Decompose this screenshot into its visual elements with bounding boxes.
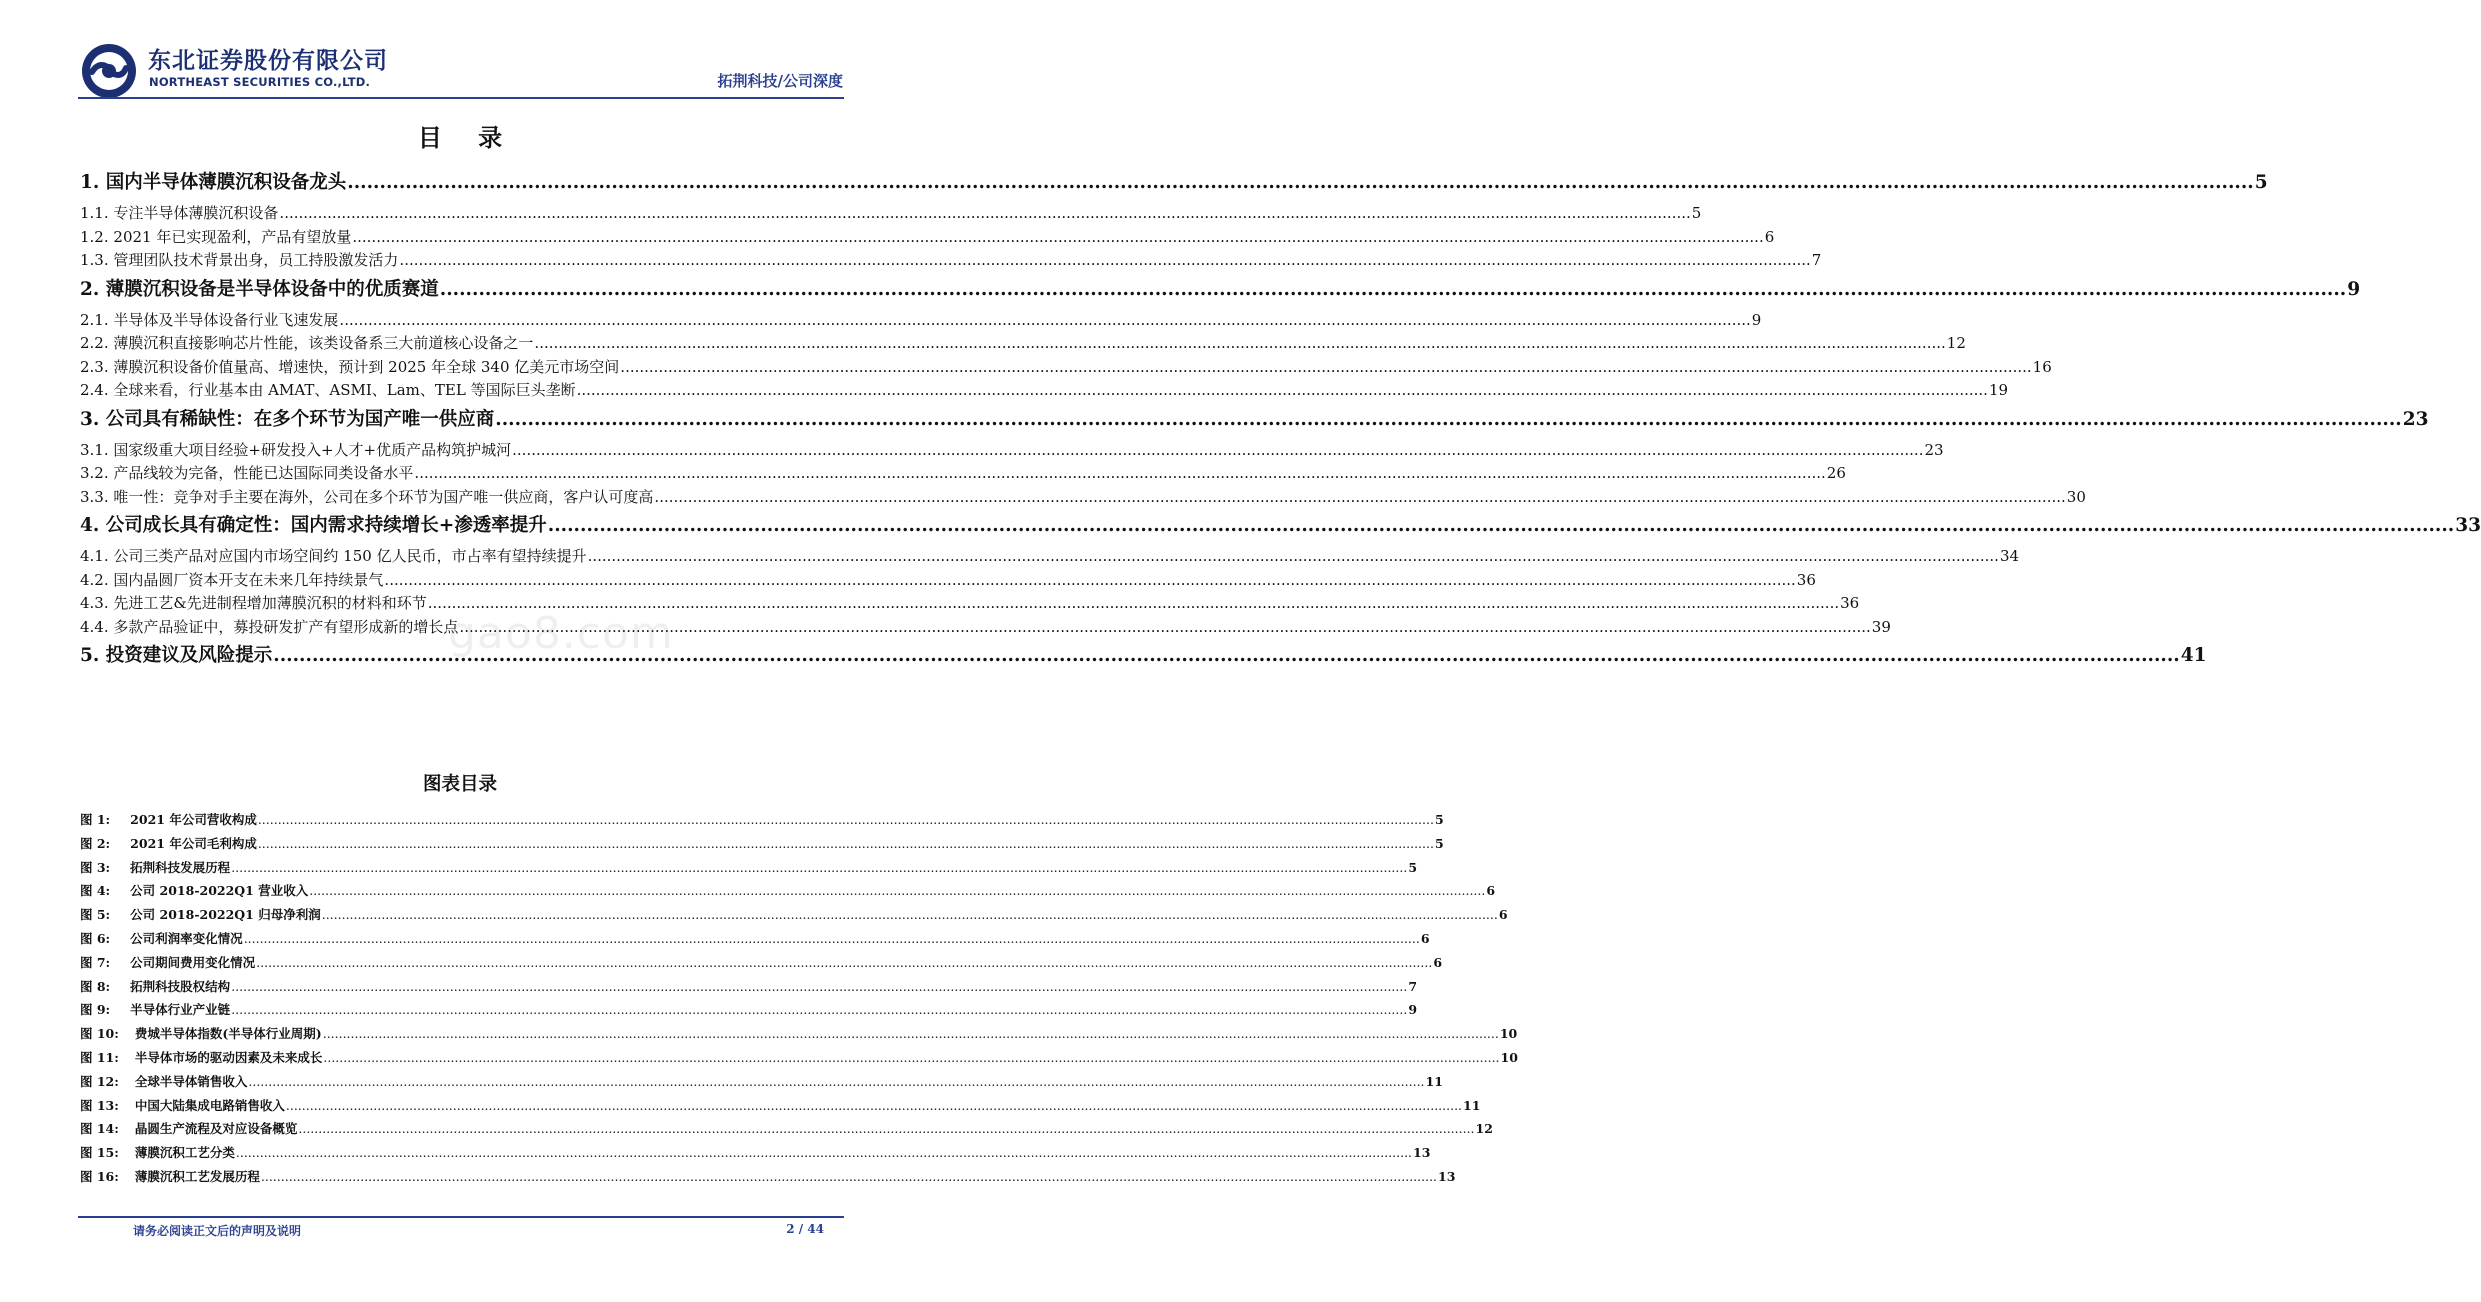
- footer-disclaimer: 请务必阅读正文后的声明及说明: [133, 1224, 302, 1238]
- toc-entry-text: [80, 616, 458, 637]
- figure-page: 11: [1425, 1073, 1443, 1089]
- footer-divider: [78, 1216, 844, 1218]
- toc-entry-number: 1.2.: [80, 227, 109, 246]
- figure-entry[interactable]: [80, 953, 1443, 977]
- toc-entry-page: 33: [2455, 515, 2481, 536]
- toc-entry-page: 16: [2032, 357, 2052, 376]
- toc-entry-page: 26: [1826, 464, 1846, 482]
- figure-label: 半导体市场的驱动因素及未来成长: [134, 1049, 323, 1065]
- toc-entry-label: 半导体及半导体设备行业飞速发展: [113, 310, 339, 329]
- toc-entry-page: 23: [2402, 408, 2429, 430]
- toc-entry-label: 唯一性：竞争对手主要在海外，公司在多个环节为国产唯一供应商，客户认可度高: [113, 487, 654, 506]
- toc-entry-text: [80, 486, 653, 507]
- toc-entry-label: 管理团队技术背景出身，员工持股激发活力: [113, 251, 399, 269]
- figure-number: 图 11:: [80, 1049, 119, 1065]
- dot-leader: [261, 1169, 1437, 1184]
- toc-entry-label: 国内晶圆厂资本开支在未来几年持续景气: [113, 570, 384, 589]
- dot-leader: [339, 311, 1750, 329]
- dot-leader: [347, 172, 2253, 193]
- toc-entry-text: [80, 226, 351, 247]
- toc-entry-number: 4.4.: [80, 617, 109, 636]
- toc-title: 目 录: [417, 123, 517, 152]
- toc-entry-number: 3.3.: [80, 487, 109, 506]
- figure-number: 图 13:: [80, 1097, 119, 1113]
- toc-entry-label: 公司三类产品对应国内市场空间约 150 亿人民币，市占率有望持续提升: [113, 547, 587, 565]
- figure-entry[interactable]: [80, 881, 1496, 905]
- toc-entry-label: 全球来看，行业基本由 AMAT、ASMI、Lam、TEL 等国际巨头垄断: [113, 381, 576, 399]
- toc-subsection-entry[interactable]: [80, 309, 1762, 333]
- figure-number: 图 10:: [80, 1026, 119, 1042]
- dot-leader: [236, 1145, 1412, 1160]
- figure-label: 2021 年公司营收构成: [130, 812, 257, 827]
- toc-entry-number: 1.3.: [80, 251, 109, 269]
- toc-entry-number: 2.1.: [80, 310, 109, 329]
- figure-label: 费城半导体指数(半导体行业周期): [134, 1026, 322, 1042]
- toc-entry-text: [80, 641, 272, 667]
- toc-entry-number: 3.2.: [80, 464, 109, 482]
- dot-leader: [323, 1026, 1499, 1041]
- figure-label: 薄膜沉积工艺分类: [134, 1145, 235, 1161]
- figure-number: 图 7:: [80, 954, 111, 970]
- toc-entry-text: [80, 309, 338, 330]
- toc-entry-label: 先进工艺&先进制程增加薄膜沉积的材料和环节: [113, 594, 427, 612]
- toc-entry-page: 41: [2180, 645, 2207, 666]
- toc-entry-number: 1.1.: [80, 204, 109, 222]
- figure-entry[interactable]: [80, 810, 1444, 834]
- toc-subsection-entry[interactable]: [80, 202, 1702, 226]
- toc-entry-label: 2021 年已实现盈利，产品有望放量: [113, 227, 352, 246]
- toc-subsection-entry[interactable]: [80, 249, 1822, 273]
- figure-page: 10: [1499, 1026, 1518, 1042]
- dot-leader: [322, 907, 1498, 922]
- toc-subsection-entry[interactable]: [80, 486, 2086, 510]
- figure-page: 13: [1413, 1145, 1431, 1161]
- figure-number: 图 8:: [80, 978, 111, 994]
- figure-label: 2021 年公司毛利构成: [130, 835, 257, 851]
- figure-page: 10: [1500, 1049, 1518, 1065]
- toc-entry-number: 3.: [80, 408, 100, 430]
- toc-entry-label: 公司成长具有确定性：国内需求持续增长+渗透率提升: [105, 515, 547, 536]
- toc-entry-text: [80, 439, 511, 460]
- toc-entry-page: 9: [2347, 278, 2361, 300]
- toc-entry-label: 专注半导体薄膜沉积设备: [113, 204, 279, 222]
- dot-leader: [279, 204, 1690, 222]
- figure-number: 图 3:: [80, 859, 111, 875]
- figure-label: 半导体行业产业链: [130, 1002, 231, 1018]
- figure-label: 公司利润率变化情况: [130, 930, 243, 946]
- figure-page: 5: [1434, 835, 1444, 851]
- toc-entry-page: 19: [1988, 381, 2009, 399]
- toc-entry-text: [80, 249, 398, 270]
- figure-entry[interactable]: [80, 929, 1430, 953]
- toc-entry-number: 4.2.: [80, 570, 109, 589]
- figure-entry[interactable]: [80, 1096, 1481, 1120]
- figure-number: 图 16:: [80, 1168, 119, 1184]
- figure-number: 图 12:: [80, 1073, 119, 1089]
- northeast-securities-logo-icon: [80, 42, 138, 100]
- figure-entry[interactable]: [80, 977, 1418, 1001]
- figure-number: 图 9:: [80, 1002, 111, 1018]
- figure-label: 晶圆生产流程及对应设备概览: [134, 1121, 298, 1137]
- toc-entry-page: 36: [1840, 594, 1860, 612]
- toc-entry-number: 2.: [80, 278, 100, 300]
- dot-leader: [495, 409, 2401, 430]
- toc-entry-number: 2.4.: [80, 381, 109, 399]
- toc-entry-label: 多款产品验证中，募投研发扩产有望形成新的增长点: [113, 617, 459, 636]
- figure-entry[interactable]: [80, 1119, 1493, 1143]
- page-header: [0, 0, 920, 100]
- toc-subsection-entry[interactable]: [80, 569, 1816, 593]
- figures-title: 图表目录: [422, 774, 497, 795]
- toc-entry-number: 4.: [80, 515, 100, 536]
- figure-entry[interactable]: [80, 1072, 1443, 1096]
- header-divider: [78, 97, 844, 99]
- toc-entry-page: 34: [1999, 547, 2020, 565]
- report-tag: 拓荆科技/公司深度: [717, 72, 843, 90]
- dot-leader: [231, 860, 1407, 875]
- figure-entry[interactable]: [80, 1143, 1431, 1167]
- figure-number: 图 15:: [80, 1145, 119, 1161]
- figure-entry[interactable]: [80, 1024, 1518, 1048]
- toc-entry-text: [80, 569, 383, 590]
- toc-entry-label: 公司具有稀缺性：在多个环节为国产唯一供应商: [105, 408, 495, 430]
- toc-entry-text: [80, 356, 619, 377]
- figure-page: 12: [1475, 1121, 1493, 1137]
- toc-entry-text: [80, 332, 533, 353]
- figure-label: 拓荆科技股权结构: [130, 978, 231, 994]
- figure-page: 6: [1486, 883, 1496, 899]
- toc-subsection-entry[interactable]: [80, 226, 1775, 250]
- dot-leader: [588, 547, 1999, 565]
- dot-leader: [414, 464, 1825, 482]
- figure-entry[interactable]: [80, 834, 1444, 858]
- dot-leader: [309, 883, 1485, 898]
- toc-subsection-entry[interactable]: [80, 379, 2009, 403]
- toc-entry-number: 2.3.: [80, 357, 109, 376]
- dot-leader: [440, 279, 2346, 300]
- dot-leader: [256, 955, 1432, 970]
- figure-number: 图 14:: [80, 1121, 119, 1137]
- toc-subsection-entry[interactable]: [80, 356, 2052, 380]
- dot-leader: [244, 931, 1420, 946]
- table-of-contents: [80, 168, 2481, 671]
- figure-page: 13: [1438, 1168, 1456, 1184]
- toc-entry-page: 7: [1811, 251, 1822, 269]
- figure-label: 公司期间费用变化情况: [130, 954, 256, 970]
- figure-entry[interactable]: [80, 905, 1508, 929]
- toc-entry-text: [80, 202, 278, 223]
- toc-entry-label: 国家级重大项目经验+研发投入+人才+优质产品构筑护城河: [113, 440, 512, 459]
- toc-entry-label: 投资建议及风险提示: [105, 645, 273, 666]
- toc-entry-text: [80, 379, 576, 400]
- figure-page: 6: [1433, 954, 1443, 970]
- figure-label: 中国大陆集成电路销售收入: [134, 1097, 285, 1113]
- toc-entry-number: 1.: [80, 172, 100, 193]
- toc-entry-label: 国内半导体薄膜沉积设备龙头: [105, 172, 347, 193]
- toc-entry-number: 3.1.: [80, 440, 109, 459]
- toc-subsection-entry[interactable]: [80, 439, 1944, 463]
- dot-leader: [231, 1002, 1407, 1017]
- toc-subsection-entry[interactable]: [80, 462, 1846, 486]
- toc-entry-page: 12: [1946, 334, 1966, 352]
- dot-leader: [620, 358, 2031, 376]
- figure-label: 公司 2018-2022Q1 营业收入: [130, 883, 309, 899]
- figure-entry[interactable]: [80, 1167, 1456, 1191]
- figure-page: 6: [1420, 930, 1430, 946]
- toc-entry-page: 9: [1751, 310, 1762, 329]
- dot-leader: [534, 334, 1945, 352]
- dot-leader: [231, 979, 1407, 994]
- dot-leader: [258, 812, 1434, 827]
- toc-entry-page: 5: [2254, 172, 2268, 193]
- dot-leader: [258, 836, 1434, 851]
- watermark: gao8.com: [448, 608, 674, 659]
- toc-entry-number: 4.3.: [80, 594, 109, 612]
- dot-leader: [298, 1121, 1474, 1136]
- toc-subsection-entry[interactable]: [80, 332, 1966, 356]
- figure-number: 图 4:: [80, 883, 111, 899]
- figure-number: 图 1:: [80, 812, 111, 827]
- toc-subsection-entry[interactable]: [80, 545, 2020, 569]
- figure-number: 图 2:: [80, 835, 111, 851]
- figure-page: 7: [1408, 978, 1418, 994]
- dot-leader: [577, 381, 1988, 399]
- figure-page: 5: [1434, 812, 1444, 827]
- toc-entry-label: 薄膜沉积设备是半导体设备中的优质赛道: [105, 278, 439, 300]
- toc-entry-text: [80, 511, 547, 537]
- figure-page: 9: [1408, 1002, 1418, 1018]
- figure-page: 5: [1408, 859, 1418, 875]
- toc-section-entry[interactable]: [80, 511, 2481, 541]
- toc-entry-label: 薄膜沉积设备价值量高、增速快，预计到 2025 年全球 340 亿美元市场空间: [113, 357, 620, 376]
- dot-leader: [286, 1098, 1462, 1113]
- toc-entry-page: 30: [2066, 487, 2086, 506]
- toc-section-entry[interactable]: [80, 275, 2361, 305]
- dot-leader: [248, 1074, 1424, 1089]
- figure-entry[interactable]: [80, 1048, 1518, 1072]
- figure-label: 拓荆科技发展历程: [130, 859, 231, 875]
- toc-entry-page: 39: [1871, 617, 1891, 636]
- figure-entry[interactable]: [80, 858, 1418, 882]
- figure-page: 6: [1498, 907, 1508, 923]
- dot-leader: [654, 488, 2065, 506]
- toc-entry-page: 6: [1764, 227, 1775, 246]
- toc-entry-number: 4.1.: [80, 547, 109, 565]
- toc-entry-text: [80, 275, 439, 301]
- toc-entry-page: 23: [1924, 440, 1944, 459]
- toc-entry-label: 产品线较为完备，性能已达国际同类设备水平: [113, 464, 414, 482]
- toc-entry-page: 36: [1796, 570, 1816, 589]
- figure-number: 图 6:: [80, 930, 111, 946]
- figure-list: [80, 810, 1518, 1191]
- toc-entry-text: [80, 545, 587, 566]
- dot-leader: [548, 515, 2454, 536]
- company-name-en: NORTHEAST SECURITIES CO.,LTD.: [149, 75, 371, 89]
- toc-entry-page: 5: [1691, 204, 1702, 222]
- dot-leader: [352, 228, 1763, 246]
- toc-entry-text: [80, 462, 413, 483]
- dot-leader: [512, 441, 1923, 459]
- figure-page: 11: [1463, 1097, 1481, 1113]
- toc-entry-text: [80, 592, 427, 613]
- toc-entry-text: [80, 405, 494, 431]
- figure-label: 全球半导体销售收入: [134, 1073, 248, 1089]
- toc-entry-label: 薄膜沉积直接影响芯片性能，该类设备系三大前道核心设备之一: [113, 334, 534, 352]
- figure-number: 图 5:: [80, 907, 111, 923]
- toc-section-entry[interactable]: [80, 168, 2268, 198]
- toc-section-entry[interactable]: [80, 405, 2429, 435]
- toc-entry-number: 2.2.: [80, 334, 109, 352]
- toc-entry-number: 5.: [80, 645, 100, 666]
- figure-label: 公司 2018-2022Q1 归母净利润: [130, 907, 321, 923]
- figure-label: 薄膜沉积工艺发展历程: [134, 1168, 260, 1184]
- company-name-cn: 东北证券股份有限公司: [148, 48, 388, 74]
- dot-leader: [323, 1050, 1499, 1065]
- footer-page-indicator: 2 / 44: [786, 1222, 824, 1236]
- figure-entry[interactable]: [80, 1000, 1418, 1024]
- dot-leader: [399, 251, 1810, 269]
- dot-leader: [384, 571, 1795, 589]
- toc-entry-text: [80, 168, 346, 194]
